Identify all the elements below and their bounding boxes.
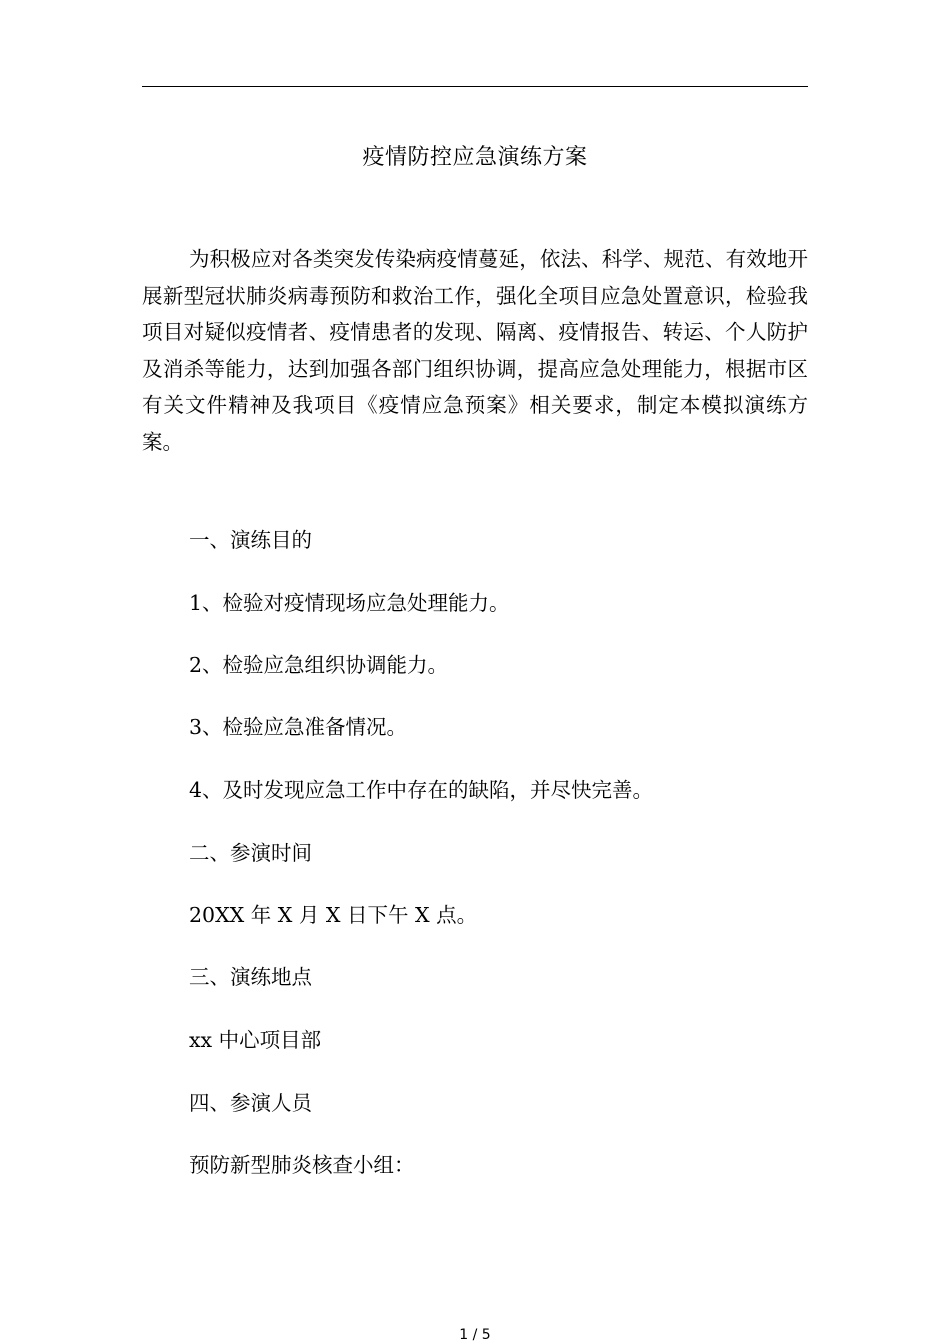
document-title: 疫情防控应急演练方案 xyxy=(362,145,588,170)
page-number: 1 / 5 xyxy=(459,1327,491,1343)
purpose-item-2: 2、检验应急组织协调能力。 xyxy=(189,653,449,677)
purpose-item-3: 3、检验应急准备情况。 xyxy=(189,715,408,739)
purpose-item-4: 4、及时发现应急工作中存在的缺陷，并尽快完善。 xyxy=(189,778,654,802)
section-heading-purpose: 一、演练目的 xyxy=(189,528,312,552)
section-heading-location: 三、演练地点 xyxy=(189,965,312,989)
drill-time: 20XX 年 X 月 X 日下午 X 点。 xyxy=(189,903,478,927)
purpose-item-1: 1、检验对疫情现场应急处理能力。 xyxy=(189,591,510,615)
header-rule xyxy=(142,86,808,87)
section-heading-time: 二、参演时间 xyxy=(189,841,312,865)
participants-group: 预防新型肺炎核查小组： xyxy=(189,1153,415,1177)
intro-paragraph: 为积极应对各类突发传染病疫情蔓延，依法、科学、规范、有效地开展新型冠状肺炎病毒预防和救治工作，强化全项目应急处置意识，检验我项目对疑似疫情者、疫情患者的发现、隔离、疫情报告、转运、个人防护及消杀等能力，达到加强各部门组织协调，提高应急处理能力，根据市区有关文件精神及我项目《疫情应急预案》相关要求，制定本模拟演练方案。 xyxy=(142,247,808,454)
section-heading-participants: 四、参演人员 xyxy=(189,1091,312,1115)
drill-location: xx 中心项目部 xyxy=(189,1028,322,1052)
